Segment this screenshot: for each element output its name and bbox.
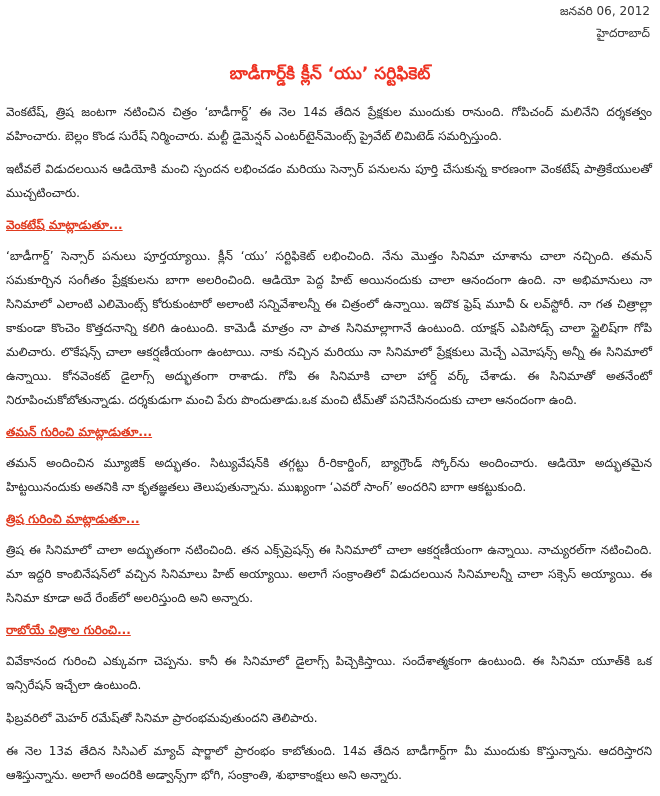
section-heading-venkatesh: వెంకటేష్‌ మాట్లాడుతూ...	[6, 218, 123, 232]
section-paragraph: ఫిబ్రవరిలో మెహర్‌ రమేష్‌తో సినిమా ప్రారంభమవుతుందని తెలిపారు.	[6, 711, 318, 725]
section-paragraph: తమన్‌ అందించిన మ్యూజిక్‌ అద్భుతం. సిట్యువేషన్‌కి తగ్గట్టు రీ-రికార్డింగ్‌, బ్యాగ్రౌండ్‌ స్కోర్‌ను అందించారు. ఆడియో అద్భుతమైన హిట్టయినందుకు అతనికి నా కృతజ్ఞతలు తెలుపుతున్నాను. ముఖ్యంగా ‘ఎవరో సాంగ్‌’ అందరిని బాగా ఆకట్టుకుంది.	[6, 456, 652, 494]
article-body	[6, 100, 652, 796]
article-dateline-place: హైదరాబాద్	[596, 26, 650, 40]
section-heading-upcoming-films: రాబోయే చిత్రాల గురించి...	[6, 623, 131, 637]
section-heading-trisha: త్రిష గురించి మాట్లాడుతూ...	[6, 512, 140, 526]
section-paragraph: త్రిష ఈ సినిమాలో చాలా అద్భుతంగా నటించింది. తన ఎక్స్‌ప్రెషన్స్‌ ఈ సినిమాలో చాలా ఆకర్షణీయంగా ఉన్నాయి. నాచ్యురల్‌గా నటించింది. మా ఇద్దరి కాంబినేషన్‌లో వచ్చిన సినిమాలు హిట్‌ అయ్యాయి. అలాగే సంక్రాంతిలో విడుదలయిన సినిమాలన్నీ చాలా సక్సెస్‌ అయ్యాయి. ఈ సినిమా కూడా అదే రేంజ్‌లో అలరిస్తుంది అని అన్నారు.	[6, 543, 652, 605]
section-paragraph: ఈ నెల 13వ తేదిన సిసిఎల్‌ మ్యాచ్‌ షార్జాలో ప్రారంభం కాబోతుంది. 14వ తేదిన బాడీగార్డ్‌గా మీ ముందుకు కొస్తున్నాను. ఆదరిస్తారని ఆశిస్తున్నాను. అలాగే అందరికి అడ్వాన్స్‌గా భోగి, సంక్రాంతి, శుభాకాంక్షలు అని అన్నారు.	[6, 744, 652, 782]
article-title: బాడీగార్డ్‌కి క్లీన్‌ ‘యు’ సర్టిఫికెట్‌	[229, 64, 431, 84]
section-heading-thaman: తమన్‌ గురించి మాట్లాడుతూ...	[6, 425, 153, 439]
section-paragraph: వివేకానంద గురించి ఎక్కువగా చెప్పను. కానీ ఈ సినిమాలో డైలాగ్స్‌ పిచ్చెకిస్తాయి. సందేశాత్మకంగా ఉంటుంది. ఈ సినిమా యూత్‌కి ఒక ఇన్సిరేషన్‌ ఇచ్చేలా ఉంటుంది.	[6, 654, 652, 692]
section-paragraph: ‘బాడీగార్డ్‌’ సెన్సార్‌ పనులు పూర్తయ్యాయి. క్లీన్‌ ‘యు’ సర్టిఫికెట్‌ లభించింది. నేను మొత్తం సినిమా చూశాను చాలా నచ్చింది. తమన్‌ సమకూర్చిన సంగీతం ప్రేక్షకులను బాగా అలరించింది. ఆడియో పెద్ద హిట్‌ అయినందుకు చాలా ఆనందంగా ఉంది. నా అభిమానులు నా సినిమాలో ఎలాంటి ఎలిమెంట్స్‌ కోరుకుంటారో అలాంటి సన్నివేశాలన్నీ ఈ చిత్రంలో ఉన్నాయి. ఇదొక ఫ్రెష్‌ మూవీ & లవ్‌స్టోరీ. నా గత చిత్రాల్లా కాకుండా కొంచెం కొత్తదనాన్ని కలిగి ఉంటుంది. కామెడీ మాత్రం నా పాత సినిమాల్లాగానే ఉంటుంది. యాక్షన్‌ ఎపిసోడ్స్‌ చాలా స్టైలిష్‌గా గోపి మలిచారు. లొకేషన్స్‌ చాలా ఆకర్షణీయంగా ఉంటాయి. నాకు నచ్చిన మరియు నా సినిమాలో ప్రేక్షకులు మెచ్చే ఎమోషన్స్‌ అన్నీ ఈ సినిమాలో ఉన్నాయి. కోనవెంకట్‌ డైలాగ్స్‌ అద్భుతంగా రాశాడు. గోపి ఈ సినిమాకి చాలా హార్డ్‌ వర్క్‌ చేశాడు. ఈ సినిమాతో అతనేంటో నిరూపించుకోబోతున్నాడు. దర్శకుడుగా మంచి పేరు పొందుతాడు.ఒక మంచి టీమ్‌తో పనిచేసినందుకు చాలా ఆనందంగా ఉంది.	[6, 249, 652, 407]
intro-paragraph: ఇటీవలే విడుదలయిన ఆడియోకి మంచి స్పందన లభించడం మరియు సెన్సార్‌ పనులను పూర్తి చేసుకున్న కారణంగా వెంకటేష్‌ పాత్రికేయులతో ముచ్చటించారు.	[6, 162, 652, 200]
intro-paragraph: వెంకటేష్‌, త్రిష జంటగా నటించిన చిత్రం ‘బాడీగార్డ్‌’ ఈ నెల 14వ తేదిన ప్రేక్షకుల ముందుకు రానుంది. గోపిచంద్‌ మలినేని దర్శకత్వం వహించారు. బెల్లం కొండ సురేష్‌ నిర్మించారు. మల్టీ డైమెన్షన్‌ ఎంటర్‌టైన్‌మెంట్స్‌ ప్రైవేట్‌ లిమిటెడ్‌ సమర్పిస్తుంది.	[6, 105, 652, 143]
article-date: జనవరి 06, 2012	[559, 4, 650, 18]
